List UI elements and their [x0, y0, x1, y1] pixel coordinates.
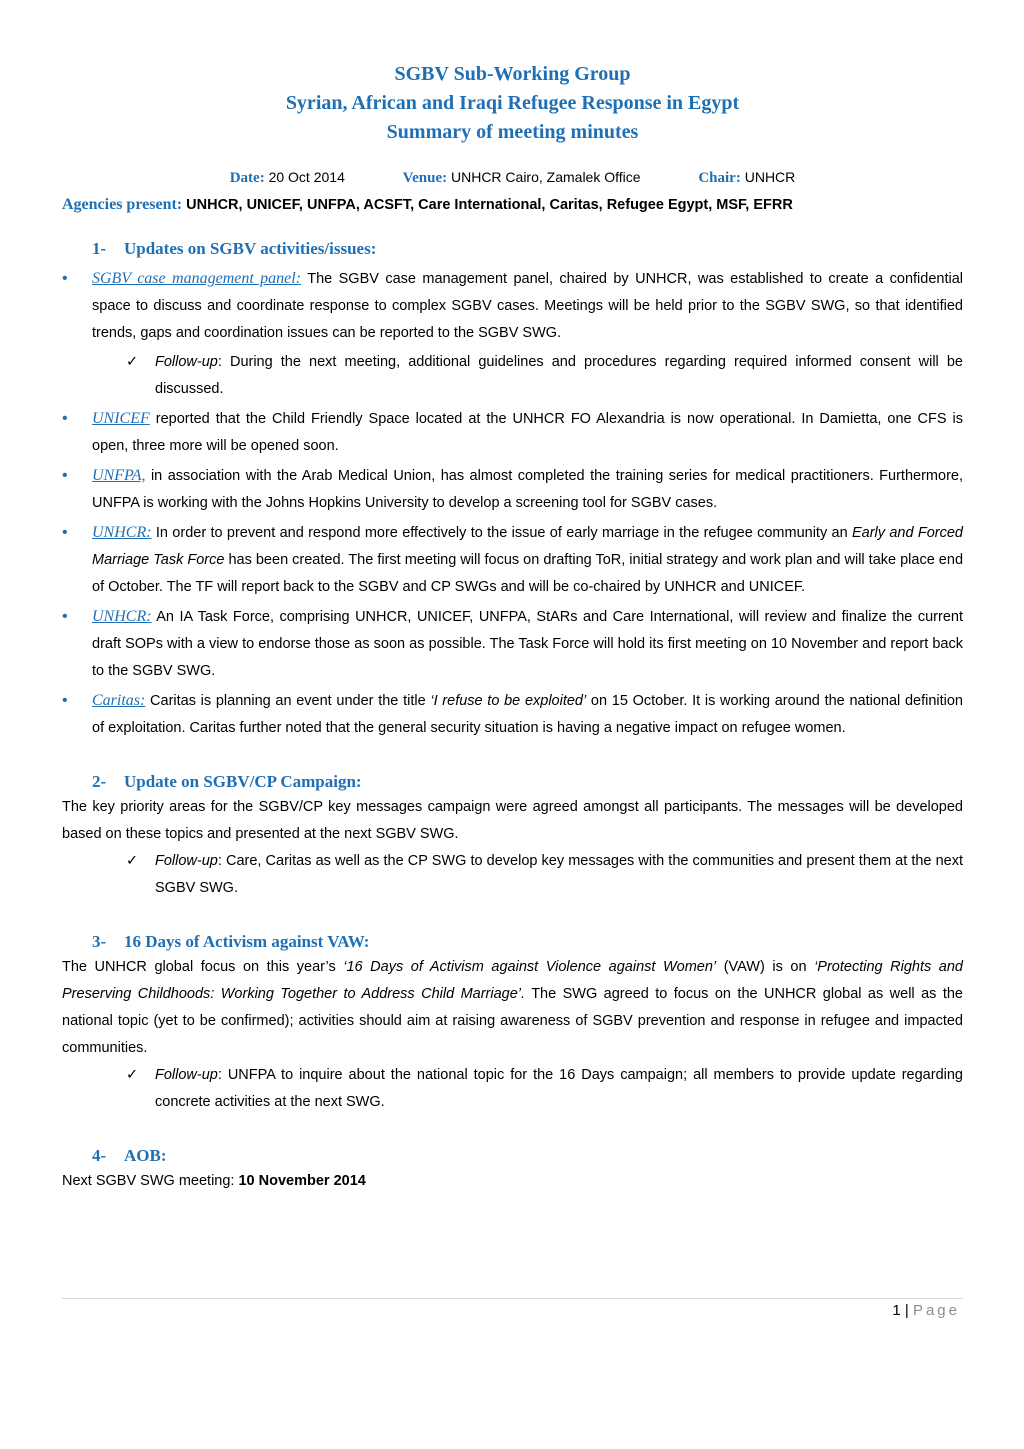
page-separator: |: [900, 1302, 913, 1319]
chair-value: UNHCR: [744, 169, 796, 185]
bullet-icon: •: [62, 270, 68, 287]
section-1-number: 1-: [92, 239, 107, 258]
checkmark-icon: ✓: [126, 354, 139, 370]
follow-up-label: Follow-up: [155, 1067, 218, 1083]
item-text: on 15 October. It is working around the national definition of exploitation. Caritas further noted that the general security situation is having a negative impact on refugee women.: [92, 693, 963, 736]
section-2-heading: [62, 770, 963, 794]
section-2-number: 2-: [92, 772, 107, 791]
agencies-present: [62, 195, 963, 215]
item-text: In order to prevent and respond more effectively to the issue of early marriage in the refugee community an: [151, 525, 852, 541]
follow-up-text: : UNFPA to inquire about the national topic for the 16 Days campaign; all members to provide update regarding concrete activities at the next SWG.: [155, 1067, 963, 1110]
venue-label: Venue:: [402, 170, 448, 186]
org-name: SGBV case management panel:: [92, 270, 302, 287]
item-text: An IA Task Force, comprising UNHCR, UNICEF, UNFPA, StARs and Care International, will review and finalize the current draft SOPs with a view to endorse those as soon as possible. The Task Force will hold its first meeting on 10 November and report back to the SGBV SWG.: [92, 609, 963, 679]
follow-up: [62, 1062, 963, 1116]
list-item: [62, 687, 963, 742]
item-text: Caritas is planning an event under the title: [145, 693, 431, 709]
item-text-italic: Early and Forced Marriage Task Force: [92, 525, 963, 568]
venue-value: UNHCR Cairo, Zamalek Office: [450, 169, 641, 185]
item-text: has been created. The first meeting will focus on drafting ToR, initial strategy and work plan and will take place end of October. The TF will report back to the SGBV and CP SWGs and will be co-chaired by UNHCR and UNICEF.: [92, 552, 964, 595]
follow-up-text: : Care, Caritas as well as the CP SWG to develop key messages with the communities and present them at the next SGBV SWG.: [155, 853, 963, 896]
item-text: reported that the Child Friendly Space located at the UNHCR FO Alexandria is now operational. In Damietta, one CFS is open, three more will be opened soon.: [92, 411, 963, 454]
section-3-title: 16 Days of Activism against VAW:: [124, 932, 370, 951]
list-item: [62, 265, 963, 347]
agencies-value: UNHCR, UNICEF, UNFPA, ACSFT, Care International, Caritas, Refugee Egypt, MSF, EFRR: [186, 197, 793, 213]
page-label: Page: [912, 1302, 960, 1319]
checkmark-icon: ✓: [126, 853, 139, 869]
section-1-title: Updates on SGBV activities/issues:: [124, 239, 377, 258]
checkmark-icon: ✓: [126, 1067, 139, 1083]
document-title-1: SGBV Sub-Working Group: [394, 63, 631, 85]
document-title-2: Syrian, African and Iraqi Refugee Response in Egypt: [285, 92, 740, 114]
section-3-heading: [62, 930, 963, 954]
follow-up-label: Follow-up: [155, 853, 218, 869]
document-title-3: Summary of meeting minutes: [386, 121, 639, 143]
section-3-text: [62, 954, 963, 1062]
text-run-italic: ‘Protecting Rights and Preserving Childhoods: Working Together to Address Child Marriage’.: [62, 959, 963, 1002]
section-1-list-cont: [62, 405, 963, 742]
date-label: Date:: [229, 170, 265, 186]
list-item: [62, 519, 963, 601]
agencies-label: Agencies present:: [62, 196, 183, 213]
section-4-title: AOB:: [124, 1146, 167, 1165]
list-item: [62, 603, 963, 685]
item-text: The SGBV case management panel, chaired by UNHCR, was established to create a confidential space to discuss and coordinate response to complex SGBV cases. Meetings will be held prior to the SGBV SWG, so that identified trends, gaps and coordination issues can be reported to the SGBV SWG.: [92, 271, 963, 341]
section-2-text: The key priority areas for the SGBV/CP key messages campaign were agreed amongst all participants. The messages will be developed based on these topics and presented at the next SGBV SWG.: [62, 799, 963, 842]
text-run-italic: ‘16 Days of Activism against Violence against Women’: [343, 959, 717, 975]
page-number-value: 1: [892, 1302, 901, 1319]
section-4-text: [62, 1168, 963, 1195]
text-run-bold: 10 November 2014: [238, 1173, 366, 1189]
section-1-heading: [62, 237, 963, 261]
text-run: The UNHCR global focus on this year’s: [62, 959, 344, 975]
date-value: 20 Oct 2014: [268, 169, 345, 185]
org-name: UNHCR:: [92, 608, 152, 625]
org-name: UNHCR:: [92, 524, 152, 541]
section-3-number: 3-: [92, 932, 107, 951]
section-1-list: [62, 265, 963, 347]
bullet-icon: •: [62, 692, 68, 709]
footer-divider: [62, 1298, 963, 1299]
text-run: The SWG agreed to focus on the UNHCR global as well as the national topic (yet to be confirmed); activities should aim at raising awareness of SGBV prevention and response in refugee and impacted communities.: [62, 986, 963, 1056]
follow-up-label: Follow-up: [155, 354, 218, 370]
follow-up-text: : During the next meeting, additional guidelines and procedures regarding required informed consent will be discussed.: [155, 354, 963, 397]
bullet-icon: •: [62, 608, 68, 625]
text-run: (VAW) is on: [716, 959, 815, 975]
page-number: [892, 1302, 960, 1319]
org-name: UNICEF: [92, 410, 150, 427]
section-4-number: 4-: [92, 1146, 107, 1165]
section-4-heading: [62, 1144, 963, 1168]
section-2-title: Update on SGBV/CP Campaign:: [124, 772, 362, 791]
list-item: [62, 462, 963, 517]
bullet-icon: •: [62, 467, 68, 484]
bullet-icon: •: [62, 410, 68, 427]
item-text: in association with the Arab Medical Union, has almost completed the training series for medical practitioners. Furthermore, UNFPA is working with the Johns Hopkins University to develop a screening tool for SGBV cases.: [92, 468, 963, 511]
item-text-italic: ‘I refuse to be exploited’: [430, 693, 587, 709]
text-run: Next SGBV SWG meeting:: [62, 1173, 239, 1189]
follow-up: [62, 848, 963, 902]
org-name: Caritas:: [92, 692, 146, 709]
list-item: [62, 405, 963, 460]
bullet-icon: •: [62, 524, 68, 541]
follow-up: [62, 349, 963, 403]
meeting-meta: [62, 167, 963, 188]
org-name: UNFPA,: [92, 467, 146, 484]
chair-label: Chair:: [698, 170, 741, 186]
document-page: [62, 60, 963, 1195]
